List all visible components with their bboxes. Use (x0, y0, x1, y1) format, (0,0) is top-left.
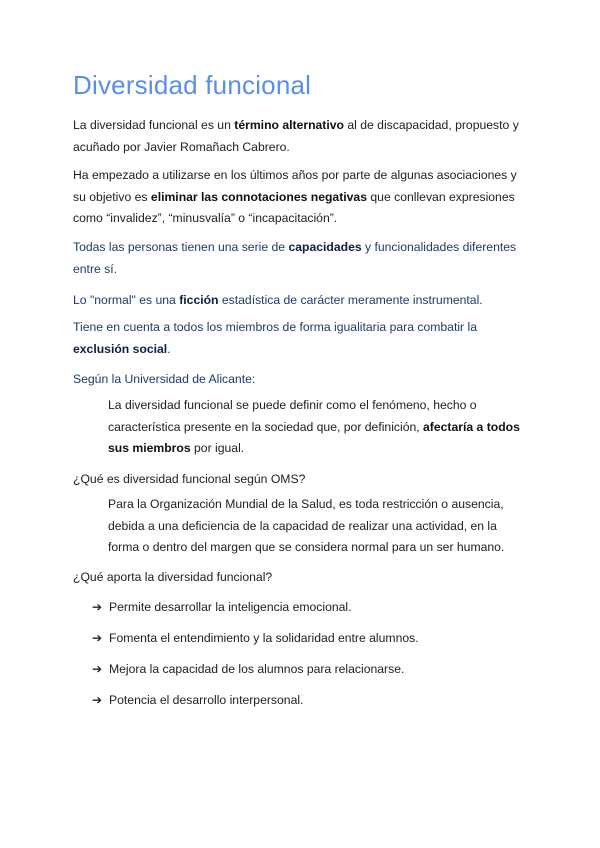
page-title: Diversidad funcional (73, 70, 312, 100)
list-item: ➔ Permite desarrollar la inteligencia emocional. (92, 600, 352, 614)
paragraph-ficcion: Lo "normal" es una ficción estadística de carácter meramente instrumental. (73, 293, 483, 307)
paragraph-definition: La diversidad funcional es un término alternativo al de discapacidad, propuesto y acuñado por Javier Romañach Cabrero. (73, 118, 519, 154)
list-item: ➔ Mejora la capacidad de los alumnos para relacionarse. (92, 662, 405, 676)
arrow-right-icon: ➔ (92, 631, 103, 645)
heading-aporta: ¿Qué aporta la diversidad funcional? (73, 570, 273, 584)
heading-oms: ¿Qué es diversidad funcional según OMS? (73, 472, 306, 486)
heading-alicante: Según la Universidad de Alicante: (73, 372, 256, 386)
list-item: ➔ Fomenta el entendimiento y la solidaridad entre alumnos. (92, 631, 419, 645)
arrow-right-icon: ➔ (92, 662, 103, 676)
list-item: ➔ Potencia el desarrollo interpersonal. (92, 693, 304, 707)
paragraph-capacidades: Todas las personas tienen una serie de capacidades y funcionalidades diferentes entre sí. (73, 240, 517, 276)
paragraph-objective: Ha empezado a utilizarse en los últimos años por parte de algunas asociaciones y su objetivo es eliminar las connotaciones negativas que conllevan expresiones como “invalidez”, “minusvalía” o “incapacitación”. (73, 168, 517, 225)
quote-alicante: La diversidad funcional se puede definir como el fenómeno, hecho o característica presente en la sociedad que, por definición, afectaría a todos sus miembros por igual. (108, 398, 520, 455)
quote-oms: Para la Organización Mundial de la Salud, es toda restricción o ausencia, debida a una deficiencia de la capacidad de realizar una actividad, en la forma o dentro del margen que se considera normal para un ser humano. (108, 497, 505, 554)
arrow-right-icon: ➔ (92, 693, 103, 707)
paragraph-exclusion: Tiene en cuenta a todos los miembros de forma igualitaria para combatir la exclusión social. (73, 320, 477, 356)
arrow-right-icon: ➔ (92, 600, 103, 614)
